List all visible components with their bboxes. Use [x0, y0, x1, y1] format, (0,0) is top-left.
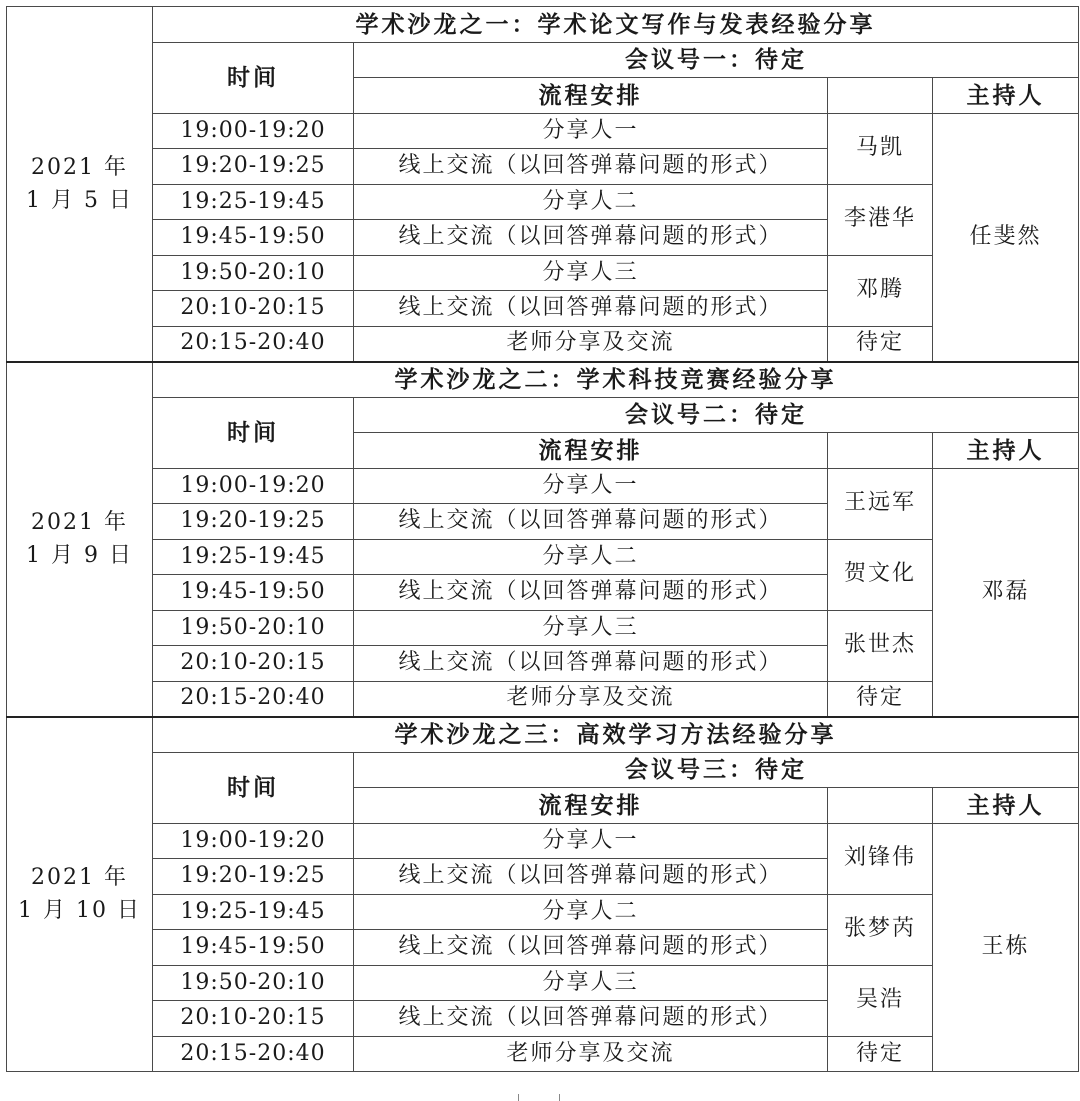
speaker-name: 邓腾	[828, 255, 933, 326]
salon-date-year: 2021 年	[31, 510, 128, 535]
schedule-row	[7, 965, 1079, 1001]
schedule-sheet	[6, 6, 1078, 1088]
activity: 分享人三	[354, 255, 828, 291]
time-slot: 19:50-20:10	[153, 965, 354, 1001]
speaker-name: 张世杰	[828, 610, 933, 681]
schedule-row	[7, 184, 1079, 220]
schedule-table	[6, 6, 1079, 1072]
time-slot: 20:10-20:15	[153, 1001, 354, 1037]
speaker-name: 吴浩	[828, 965, 933, 1036]
schedule-row	[7, 894, 1079, 930]
salon-title: 学术沙龙之三：高效学习方法经验分享	[153, 717, 1079, 753]
schedule-row	[7, 255, 1079, 291]
time-slot: 20:10-20:15	[153, 291, 354, 327]
speaker-name: 刘锋伟	[828, 823, 933, 894]
time-slot: 19:25-19:45	[153, 894, 354, 930]
host-name: 任斐然	[933, 113, 1079, 362]
time-slot: 19:50-20:10	[153, 610, 354, 646]
time-header: 时间	[153, 752, 354, 823]
activity: 分享人一	[354, 823, 828, 859]
time-slot: 20:15-20:40	[153, 1036, 354, 1072]
schedule-row	[7, 823, 1079, 859]
activity: 分享人一	[354, 468, 828, 504]
speaker-name: 马凯	[828, 113, 933, 184]
salon-date-day: 1 月 10 日	[18, 898, 141, 924]
host-header: 主持人	[933, 78, 1079, 114]
time-slot: 19:20-19:25	[153, 859, 354, 895]
time-slot: 19:20-19:25	[153, 504, 354, 540]
salon-date	[7, 362, 153, 717]
speaker-name: 李港华	[828, 184, 933, 255]
speaker-name: 张梦芮	[828, 894, 933, 965]
activity: 线上交流（以回答弹幕问题的形式）	[354, 575, 828, 611]
flow-header: 流程安排	[354, 78, 828, 114]
activity: 线上交流（以回答弹幕问题的形式）	[354, 859, 828, 895]
flow-header: 流程安排	[354, 788, 828, 824]
time-slot: 19:00-19:20	[153, 468, 354, 504]
meeting-row	[7, 397, 1079, 433]
salon-date	[7, 7, 153, 362]
speaker-name: 待定	[828, 681, 933, 717]
time-slot: 19:25-19:45	[153, 539, 354, 575]
meeting-id: 会议号三：待定	[354, 752, 1079, 788]
flow-header: 流程安排	[354, 433, 828, 469]
meeting-id: 会议号二：待定	[354, 397, 1079, 433]
activity: 线上交流（以回答弹幕问题的形式）	[354, 646, 828, 682]
host-header: 主持人	[933, 788, 1079, 824]
salon-date-day: 1 月 9 日	[26, 543, 133, 568]
activity: 线上交流（以回答弹幕问题的形式）	[354, 149, 828, 185]
speaker-name: 王远军	[828, 468, 933, 539]
time-slot: 20:15-20:40	[153, 326, 354, 362]
time-header: 时间	[153, 42, 354, 113]
meeting-row	[7, 752, 1079, 788]
activity: 分享人一	[354, 113, 828, 149]
meeting-id: 会议号一：待定	[354, 42, 1079, 78]
meeting-row	[7, 42, 1079, 78]
page-edge-mark	[518, 1094, 560, 1101]
activity: 老师分享及交流	[354, 1036, 828, 1072]
time-slot: 19:00-19:20	[153, 113, 354, 149]
time-slot: 20:10-20:15	[153, 646, 354, 682]
time-slot: 19:45-19:50	[153, 220, 354, 256]
activity: 分享人二	[354, 184, 828, 220]
time-slot: 19:45-19:50	[153, 575, 354, 611]
schedule-row	[7, 113, 1079, 149]
time-slot: 19:25-19:45	[153, 184, 354, 220]
schedule-row	[7, 468, 1079, 504]
speaker-name: 贺文化	[828, 539, 933, 610]
time-slot: 19:20-19:25	[153, 149, 354, 185]
activity: 线上交流（以回答弹幕问题的形式）	[354, 930, 828, 966]
activity: 线上交流（以回答弹幕问题的形式）	[354, 504, 828, 540]
salon-date-year: 2021 年	[31, 865, 128, 891]
activity: 线上交流（以回答弹幕问题的形式）	[354, 1001, 828, 1037]
activity: 线上交流（以回答弹幕问题的形式）	[354, 291, 828, 327]
schedule-row	[7, 326, 1079, 362]
salon-title-row	[7, 717, 1079, 753]
salon-date	[7, 717, 153, 1072]
salon-title-row	[7, 362, 1079, 398]
speaker-header-blank	[828, 788, 933, 824]
activity: 分享人二	[354, 539, 828, 575]
activity: 分享人三	[354, 965, 828, 1001]
activity: 老师分享及交流	[354, 681, 828, 717]
speaker-header-blank	[828, 78, 933, 114]
speaker-name: 待定	[828, 1036, 933, 1072]
host-name: 王栋	[933, 823, 1079, 1072]
time-slot: 19:50-20:10	[153, 255, 354, 291]
speaker-name: 待定	[828, 326, 933, 362]
time-slot: 19:00-19:20	[153, 823, 354, 859]
salon-title: 学术沙龙之一：学术论文写作与发表经验分享	[153, 7, 1079, 43]
schedule-row	[7, 539, 1079, 575]
time-header: 时间	[153, 397, 354, 468]
salon-title: 学术沙龙之二：学术科技竞赛经验分享	[153, 362, 1079, 398]
activity: 老师分享及交流	[354, 326, 828, 362]
time-slot: 19:45-19:50	[153, 930, 354, 966]
activity: 分享人二	[354, 894, 828, 930]
time-slot: 20:15-20:40	[153, 681, 354, 717]
schedule-row	[7, 681, 1079, 717]
activity: 线上交流（以回答弹幕问题的形式）	[354, 220, 828, 256]
speaker-header-blank	[828, 433, 933, 469]
schedule-row	[7, 610, 1079, 646]
host-name: 邓磊	[933, 468, 1079, 717]
activity: 分享人三	[354, 610, 828, 646]
salon-date-day: 1 月 5 日	[26, 187, 133, 213]
host-header: 主持人	[933, 433, 1079, 469]
salon-title-row	[7, 7, 1079, 43]
schedule-row	[7, 1036, 1079, 1072]
salon-date-year: 2021 年	[31, 154, 128, 180]
